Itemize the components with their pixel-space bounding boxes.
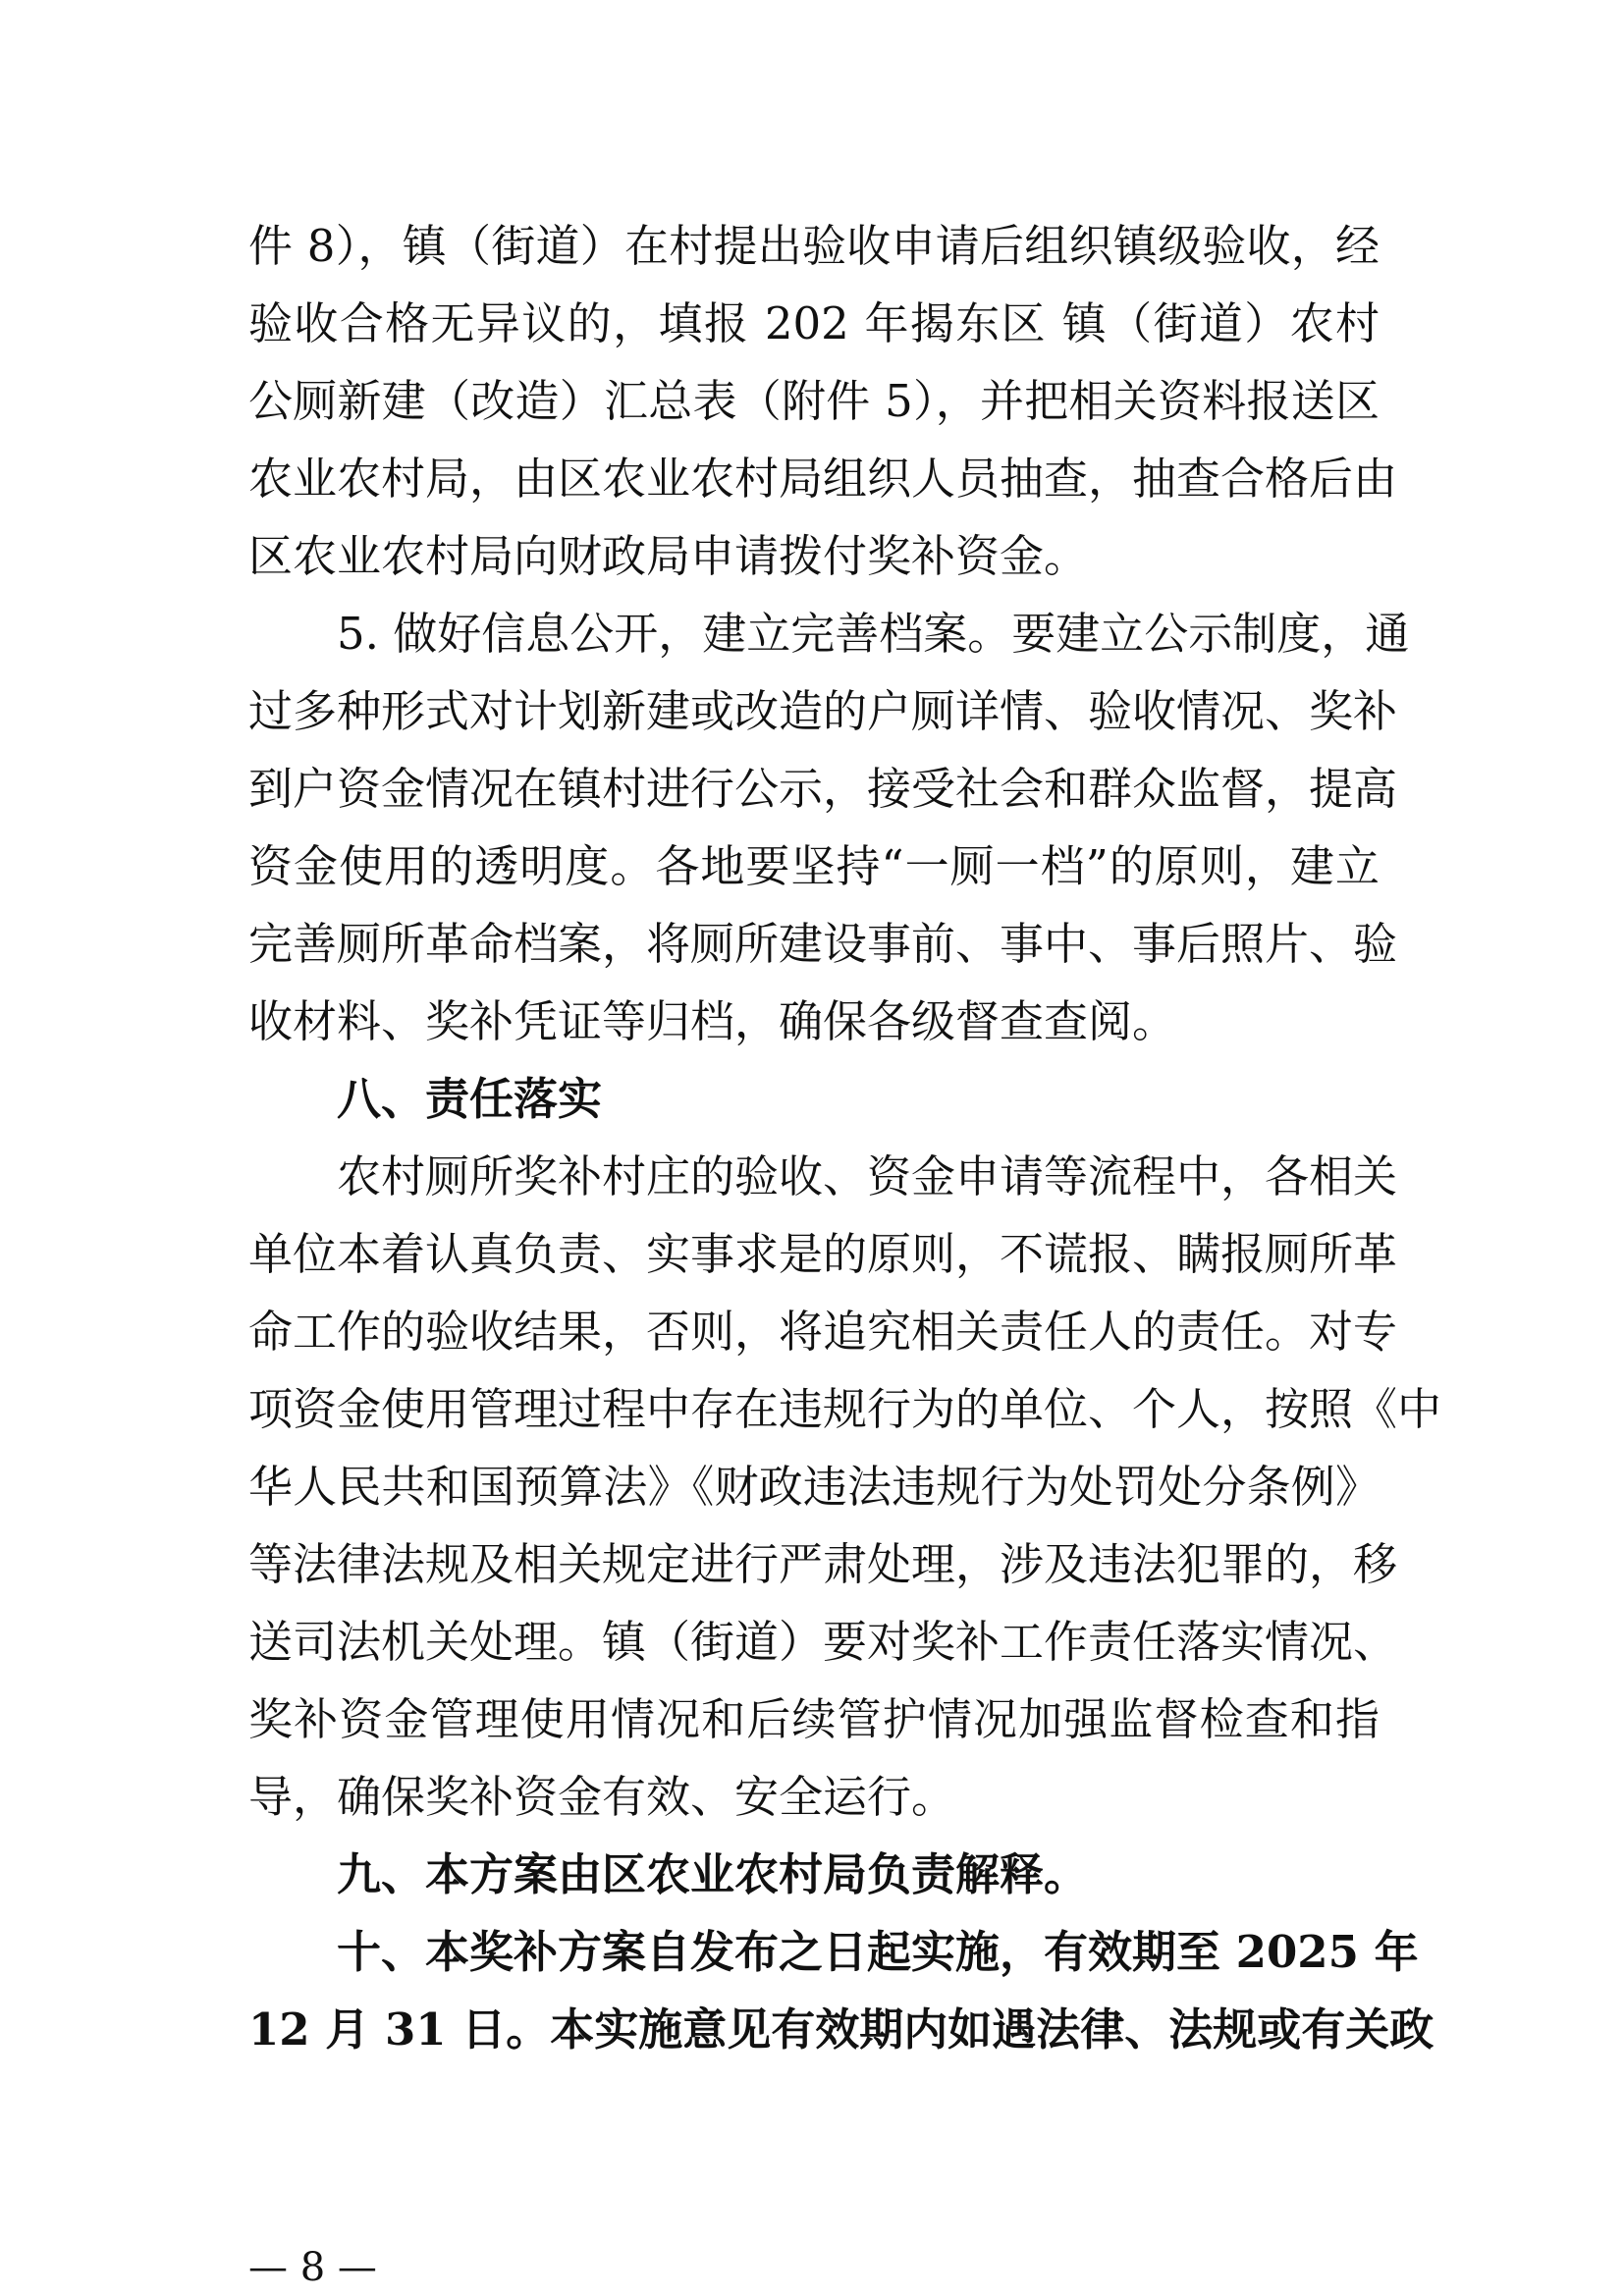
body-text-line: 单位本着认真负责、实事求是的原则，不谎报、瞒报厕所革 [248,1228,1398,1280]
section-heading: 十、本奖补方案自发布之日起实施，有效期至 2025 年 [337,1926,1419,1978]
body-text-line: 过多种形式对计划新建或改造的户厕详情、验收情况、奖补 [248,685,1398,737]
body-text-line: 送司法机关处理。镇（街道）要对奖补工作责任落实情况、 [248,1616,1398,1668]
body-text-line: 5. 做好信息公开，建立完善档案。要建立公示制度，通 [337,608,1410,660]
body-text-line: 命工作的验收结果，否则，将追究相关责任人的责任。对专 [248,1306,1398,1358]
body-text-line: 完善厕所革命档案，将厕所建设事前、事中、事后照片、验 [248,918,1398,970]
body-text-line: 华人民共和国预算法》《财政违法违规行为处罚处分条例》 [248,1461,1380,1513]
body-text-line: 件 8），镇（街道）在村提出验收申请后组织镇级验收，经 [248,220,1380,272]
section-heading: 九、本方案由区农业农村局负责解释。 [337,1848,1089,1900]
body-text-line: 区农业农村局向财政局申请拨付奖补资金。 [248,530,1089,582]
body-text-line: 等法律法规及相关规定进行严肃处理，涉及违法犯罪的，移 [248,1538,1398,1590]
body-text-line: 农村厕所奖补村庄的验收、资金申请等流程中，各相关 [337,1150,1398,1202]
section-heading: 八、责任落实 [337,1073,603,1125]
body-text-line: 导，确保奖补资金有效、安全运行。 [248,1771,956,1823]
body-text-line: 验收合格无异议的，填报 202 年揭东区 镇（街道）农村 [248,297,1380,349]
body-text-line: 农业农村局，由区农业农村局组织人员抽查，抽查合格后由 [248,453,1398,505]
page-number: — 8 — [248,2245,377,2290]
body-text-line: 12 月 31 日。本实施意见有效期内如遇法律、法规或有关政 [248,2003,1435,2056]
body-text-line: 资金使用的透明度。各地要坚持“一厕一档”的原则，建立 [248,840,1380,892]
body-text-line: 项资金使用管理过程中存在违规行为的单位、个人，按照《中 [248,1383,1442,1435]
body-text-line: 到户资金情况在镇村进行公示，接受社会和群众监督，提高 [248,763,1398,815]
body-text-line: 公厕新建（改造）汇总表（附件 5），并把相关资料报送区 [248,375,1380,427]
body-text-line: 收材料、奖补凭证等归档，确保各级督查查阅。 [248,995,1177,1047]
body-text-line: 奖补资金管理使用情况和后续管护情况加强监督检查和指 [248,1693,1380,1745]
